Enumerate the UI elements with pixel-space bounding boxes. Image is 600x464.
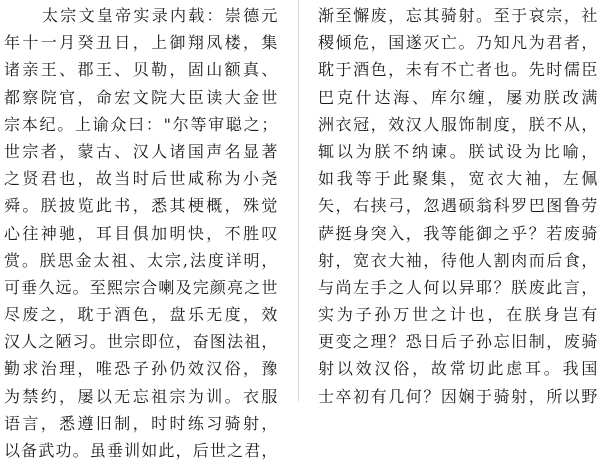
text-line: 巴克什达海、库尔缠，屡劝朕改满: [318, 87, 598, 107]
text-line: 稷倾危，国遂灭亡。乃知凡为君者，: [318, 33, 598, 53]
text-line: 都察院官，命宏文院大臣读大金世: [4, 87, 278, 107]
text-line: 宗本纪。上谕众曰："尔等审聪之；: [4, 114, 278, 134]
text-line: 赏。朕思金太祖、太宗,法度详明，: [4, 250, 278, 270]
text-line: 舜。朕披览此书，悉其梗概，殊觉: [4, 196, 278, 216]
text-line: 太宗文皇帝实录内载：崇德元: [42, 6, 278, 25]
text-line: 之贤君也，故当时后世咸称为小尧: [4, 169, 278, 189]
text-line: 萨挺身突入，我等能御之乎？若废骑: [318, 223, 598, 243]
text-line: 语言，悉遵旧制，时时练习骑射，: [4, 413, 278, 433]
text-line: 以备武功。虽垂训如此，后世之君，: [4, 441, 278, 460]
text-line: 射以效汉俗，故常切此虑耳。我国: [318, 359, 598, 379]
text-line: 如我等于此聚集，宽衣大袖，左佩: [318, 169, 598, 189]
text-line: 诸亲王、郡王、贝勒，固山额真、: [4, 60, 278, 80]
left-text-column: [4, 2, 278, 464]
text-line: 士卒初有几何？因娴于骑射，所以野: [318, 386, 598, 406]
text-line: 洲衣冠，效汉人服饰制度，朕不从，: [318, 114, 598, 134]
text-line: 辄以为朕不纳谏。朕试设为比喻，: [318, 141, 598, 161]
text-line: 射，宽衣大袖，待他人割肉而后食，: [318, 250, 598, 270]
text-line: 尽废之，耽于酒色，盘乐无度，效: [4, 305, 278, 325]
text-line: 汉人之陋习。世宗即位，奋图法祖，: [4, 332, 278, 352]
text-line: 可垂久远。至熙宗合喇及完颜亮之世: [4, 277, 278, 297]
text-line: 实为子孙万世之计也，在朕身岂有: [318, 305, 598, 325]
text-line: 年十一月癸丑日，上御翔凤楼，集: [4, 33, 278, 53]
text-line: 为禁约，屡以无忘祖宗为训。衣服: [4, 386, 278, 406]
text-line: 渐至懈废，忘其骑射。至于哀宗，社: [318, 6, 598, 25]
text-line: 世宗者，蒙古、汉人诸国声名显著: [4, 141, 278, 161]
text-line: 耽于酒色，未有不亡者也。先时儒臣: [318, 60, 598, 80]
text-line: 心往神驰，耳目俱加明快，不胜叹: [4, 223, 278, 243]
text-line: 勤求治理，唯恐子孙仍效汉俗，豫: [4, 359, 278, 379]
text-line: 矢，右挟弓，忽遇硕翁科罗巴图鲁劳: [318, 196, 598, 216]
right-text-column: [318, 2, 598, 410]
text-line: 与尚左手之人何以异耶？朕废此言，: [318, 277, 598, 297]
text-line: 更变之理？恐日后子孙忘旧制，废骑: [318, 332, 598, 352]
column-divider: [298, 0, 299, 401]
